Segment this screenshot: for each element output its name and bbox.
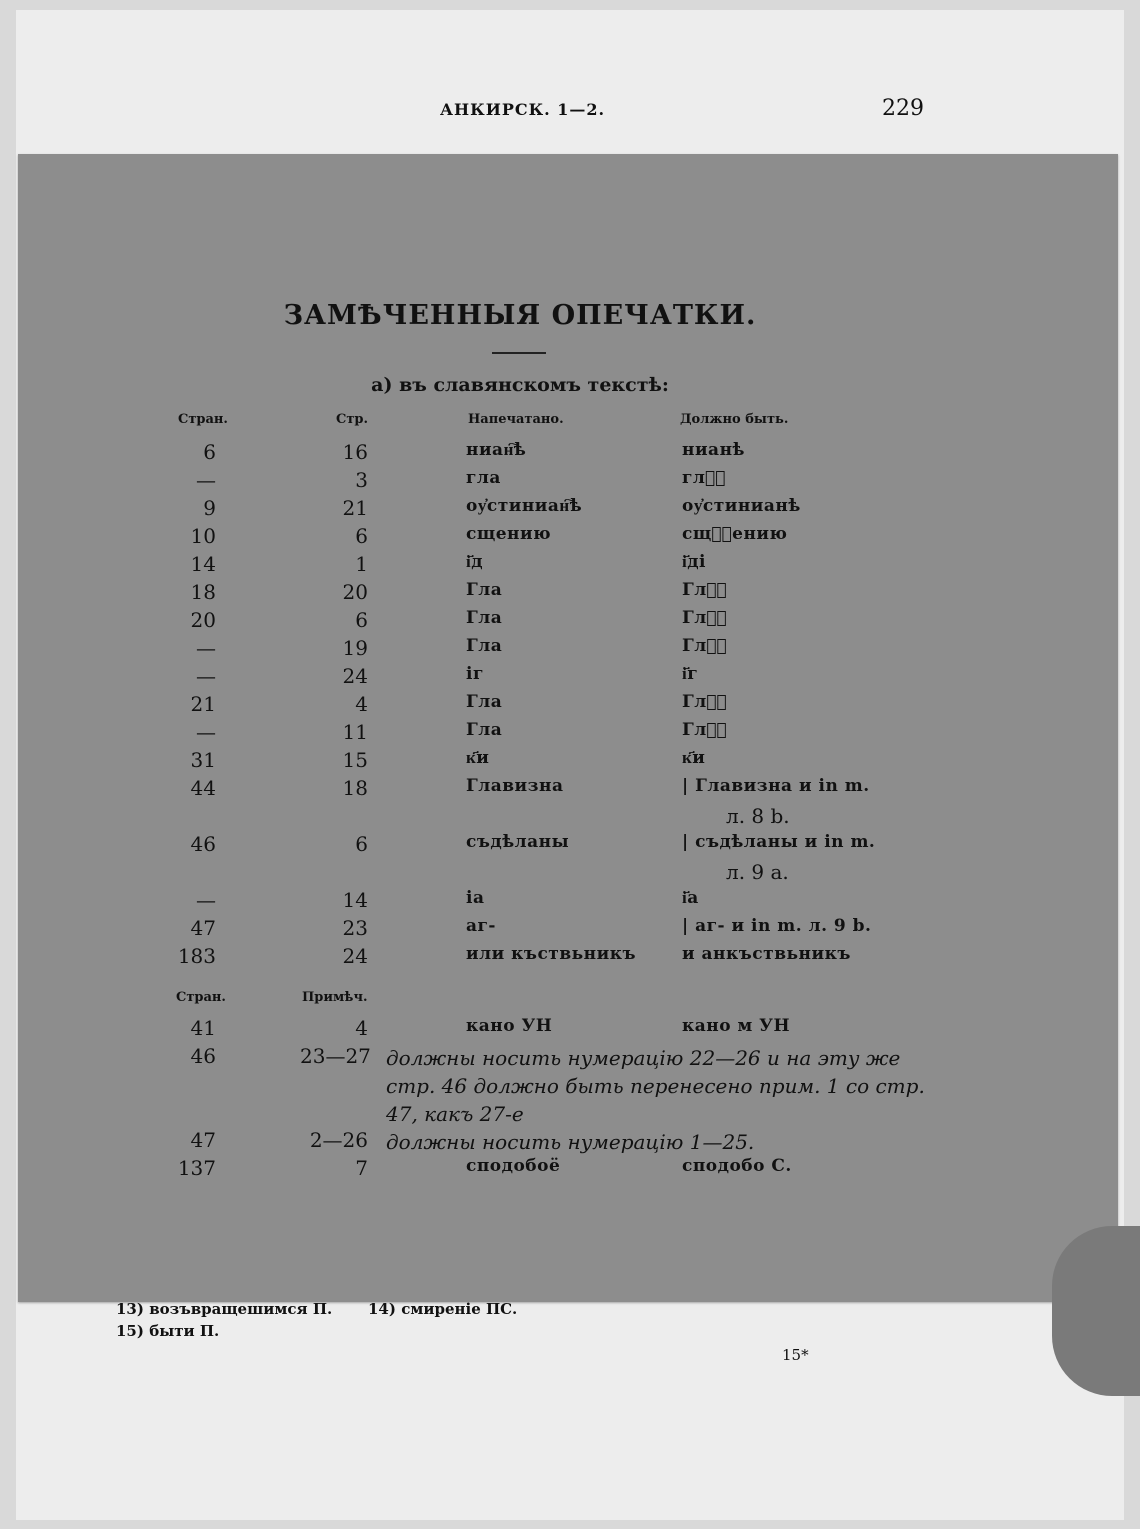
table-row — [0, 468, 1140, 496]
cell-page: 31 — [190, 748, 216, 772]
cell-correct: Глⷭ҇ — [682, 580, 728, 600]
table-row — [0, 944, 1140, 972]
cell-printed: Гла — [466, 636, 503, 656]
running-head: АНКИРСК. 1—2. — [440, 100, 606, 119]
title-rule — [492, 352, 546, 354]
table-row — [0, 916, 1140, 944]
table-row — [0, 1156, 1140, 1184]
cell-printed: іа — [466, 888, 485, 908]
cell-correct: и анкъствьникъ — [682, 944, 851, 964]
cell-correct-continuation: л. 8 b. — [726, 804, 790, 828]
cell-page: — — [196, 720, 216, 744]
page-number: 229 — [882, 96, 924, 121]
cell-line: 23 — [342, 916, 368, 940]
cell-correct-continuation: л. 9 a. — [726, 860, 789, 884]
cell-note: 7 — [355, 1156, 368, 1180]
cell-printed: Гла — [466, 580, 503, 600]
cell-correct: Глⷭ҇ — [682, 720, 728, 740]
cell-page: 14 — [190, 552, 216, 576]
cell-page: — — [196, 664, 216, 688]
note-text: должны носить нумерацію 1—25. — [386, 1130, 755, 1154]
table-row — [0, 692, 1140, 720]
cell-printed: кано УН — [466, 1016, 553, 1036]
cell-printed: или къствьникъ — [466, 944, 637, 964]
cell-line: 6 — [355, 608, 368, 632]
cell-correct: | аг- и in m. л. 9 b. — [682, 916, 872, 936]
table-row — [0, 524, 1140, 552]
table-row — [0, 720, 1140, 748]
cell-printed: гла — [466, 468, 501, 488]
table-row — [0, 496, 1140, 524]
cell-printed: Гла — [466, 692, 503, 712]
cell-correct: нианѣ — [682, 440, 745, 460]
cell-correct: Глⷭ҇ — [682, 692, 728, 712]
cell-page: 47 — [190, 916, 216, 940]
cell-correct: і҃г — [682, 664, 699, 684]
cell-page: 44 — [190, 776, 216, 800]
cell-printed: Гла — [466, 608, 503, 628]
cell-printed: к҃и — [466, 748, 490, 768]
cell-printed: ниан҇ѣ — [466, 440, 527, 460]
cell-page: 46 — [190, 832, 216, 856]
cell-printed: іг — [466, 664, 484, 684]
table-row — [0, 552, 1140, 580]
footnote-13: 13) возъвращешимся П. — [116, 1300, 333, 1318]
table-row — [0, 664, 1140, 692]
cell-correct: к҃и — [682, 748, 706, 768]
col2-header-page: Стран. — [176, 990, 226, 1005]
thumb — [1052, 1226, 1140, 1396]
cell-line: 18 — [342, 776, 368, 800]
cell-printed: і҃д — [466, 552, 484, 572]
cell-line: 20 — [342, 580, 368, 604]
table-row — [0, 580, 1140, 608]
cell-correct: | Главизна и in m. — [682, 776, 870, 796]
cell-printed: аг- — [466, 916, 496, 936]
cell-page: 47 — [190, 1128, 216, 1152]
cell-correct: Глⷭ҇ — [682, 636, 728, 656]
errata-subtitle: а) въ славянскомъ текстѣ: — [371, 374, 669, 396]
table-row — [0, 1016, 1140, 1044]
cell-line: 21 — [342, 496, 368, 520]
cell-correct: сщⷭ҇ению — [682, 524, 788, 544]
cell-page: 9 — [203, 496, 216, 520]
cell-page: 6 — [203, 440, 216, 464]
cell-correct: і҃ді — [682, 552, 707, 572]
cell-page: — — [196, 888, 216, 912]
cell-printed: сщению — [466, 524, 552, 544]
col-header-page: Стран. — [178, 412, 228, 427]
table-row — [0, 748, 1140, 776]
cell-page: 137 — [177, 1156, 216, 1180]
col-header-printed: Напечатано. — [468, 412, 564, 427]
cell-line: 3 — [355, 468, 368, 492]
cell-page: 183 — [177, 944, 216, 968]
signature-mark: 15* — [782, 1346, 809, 1364]
cell-page: 41 — [190, 1016, 216, 1040]
note-text: должны носить нумерацію 22—26 и на эту же стр. 46 должно быть перенесено прим. 1 со стр. 47, какъ 27-е — [386, 1046, 925, 1126]
cell-page: 10 — [190, 524, 216, 548]
footnote-15: 15) быти П. — [116, 1322, 220, 1340]
cell-correct: оу҆стинианѣ — [682, 496, 801, 516]
table-row — [0, 832, 1140, 860]
table-row — [0, 636, 1140, 664]
cell-line: 19 — [342, 636, 368, 660]
footnote-14: 14) смиреніе ПС. — [368, 1300, 518, 1318]
cell-note: 2—26 — [309, 1128, 368, 1152]
cell-printed: оу҆стиниан҇ѣ — [466, 496, 583, 516]
cell-correct: і҃а — [682, 888, 699, 908]
cell-line: 6 — [355, 832, 368, 856]
cell-correct: сподобо С. — [682, 1156, 792, 1176]
cell-printed: Гла — [466, 720, 503, 740]
table-row — [0, 440, 1140, 468]
cell-note: 4 — [355, 1016, 368, 1040]
table-row — [0, 888, 1140, 916]
cell-line: 14 — [342, 888, 368, 912]
col-header-correct: Должно быть. — [680, 412, 789, 427]
cell-line: 24 — [342, 664, 368, 688]
cell-page: — — [196, 468, 216, 492]
cell-correct: глⷭ҇ — [682, 468, 726, 488]
cell-page: 21 — [190, 692, 216, 716]
cell-page: — — [196, 636, 216, 660]
cell-line: 11 — [342, 720, 368, 744]
cell-line: 16 — [342, 440, 368, 464]
table-row — [0, 776, 1140, 804]
cell-line: 15 — [342, 748, 368, 772]
table-row — [0, 608, 1140, 636]
cell-correct: кано м УН — [682, 1016, 791, 1036]
cell-page: 18 — [190, 580, 216, 604]
cell-line: 6 — [355, 524, 368, 548]
cell-printed: съдѣланы — [466, 832, 570, 852]
cell-line: 4 — [355, 692, 368, 716]
cell-note: 23—27 — [300, 1044, 371, 1068]
errata-title: ЗАМѢЧЕННЫЯ ОПЕЧАТКИ. — [283, 300, 757, 331]
cell-printed: Главизна — [466, 776, 564, 796]
col-header-line: Стр. — [336, 412, 369, 427]
cell-page: 20 — [190, 608, 216, 632]
cell-printed: сподобоё — [466, 1156, 561, 1176]
cell-line: 1 — [355, 552, 368, 576]
cell-line: 24 — [342, 944, 368, 968]
cell-page: 46 — [190, 1044, 216, 1068]
cell-correct: | съдѣланы и in m. — [682, 832, 876, 852]
cell-correct: Глⷭ҇ — [682, 608, 728, 628]
col2-header-note: Примѣч. — [302, 990, 368, 1005]
